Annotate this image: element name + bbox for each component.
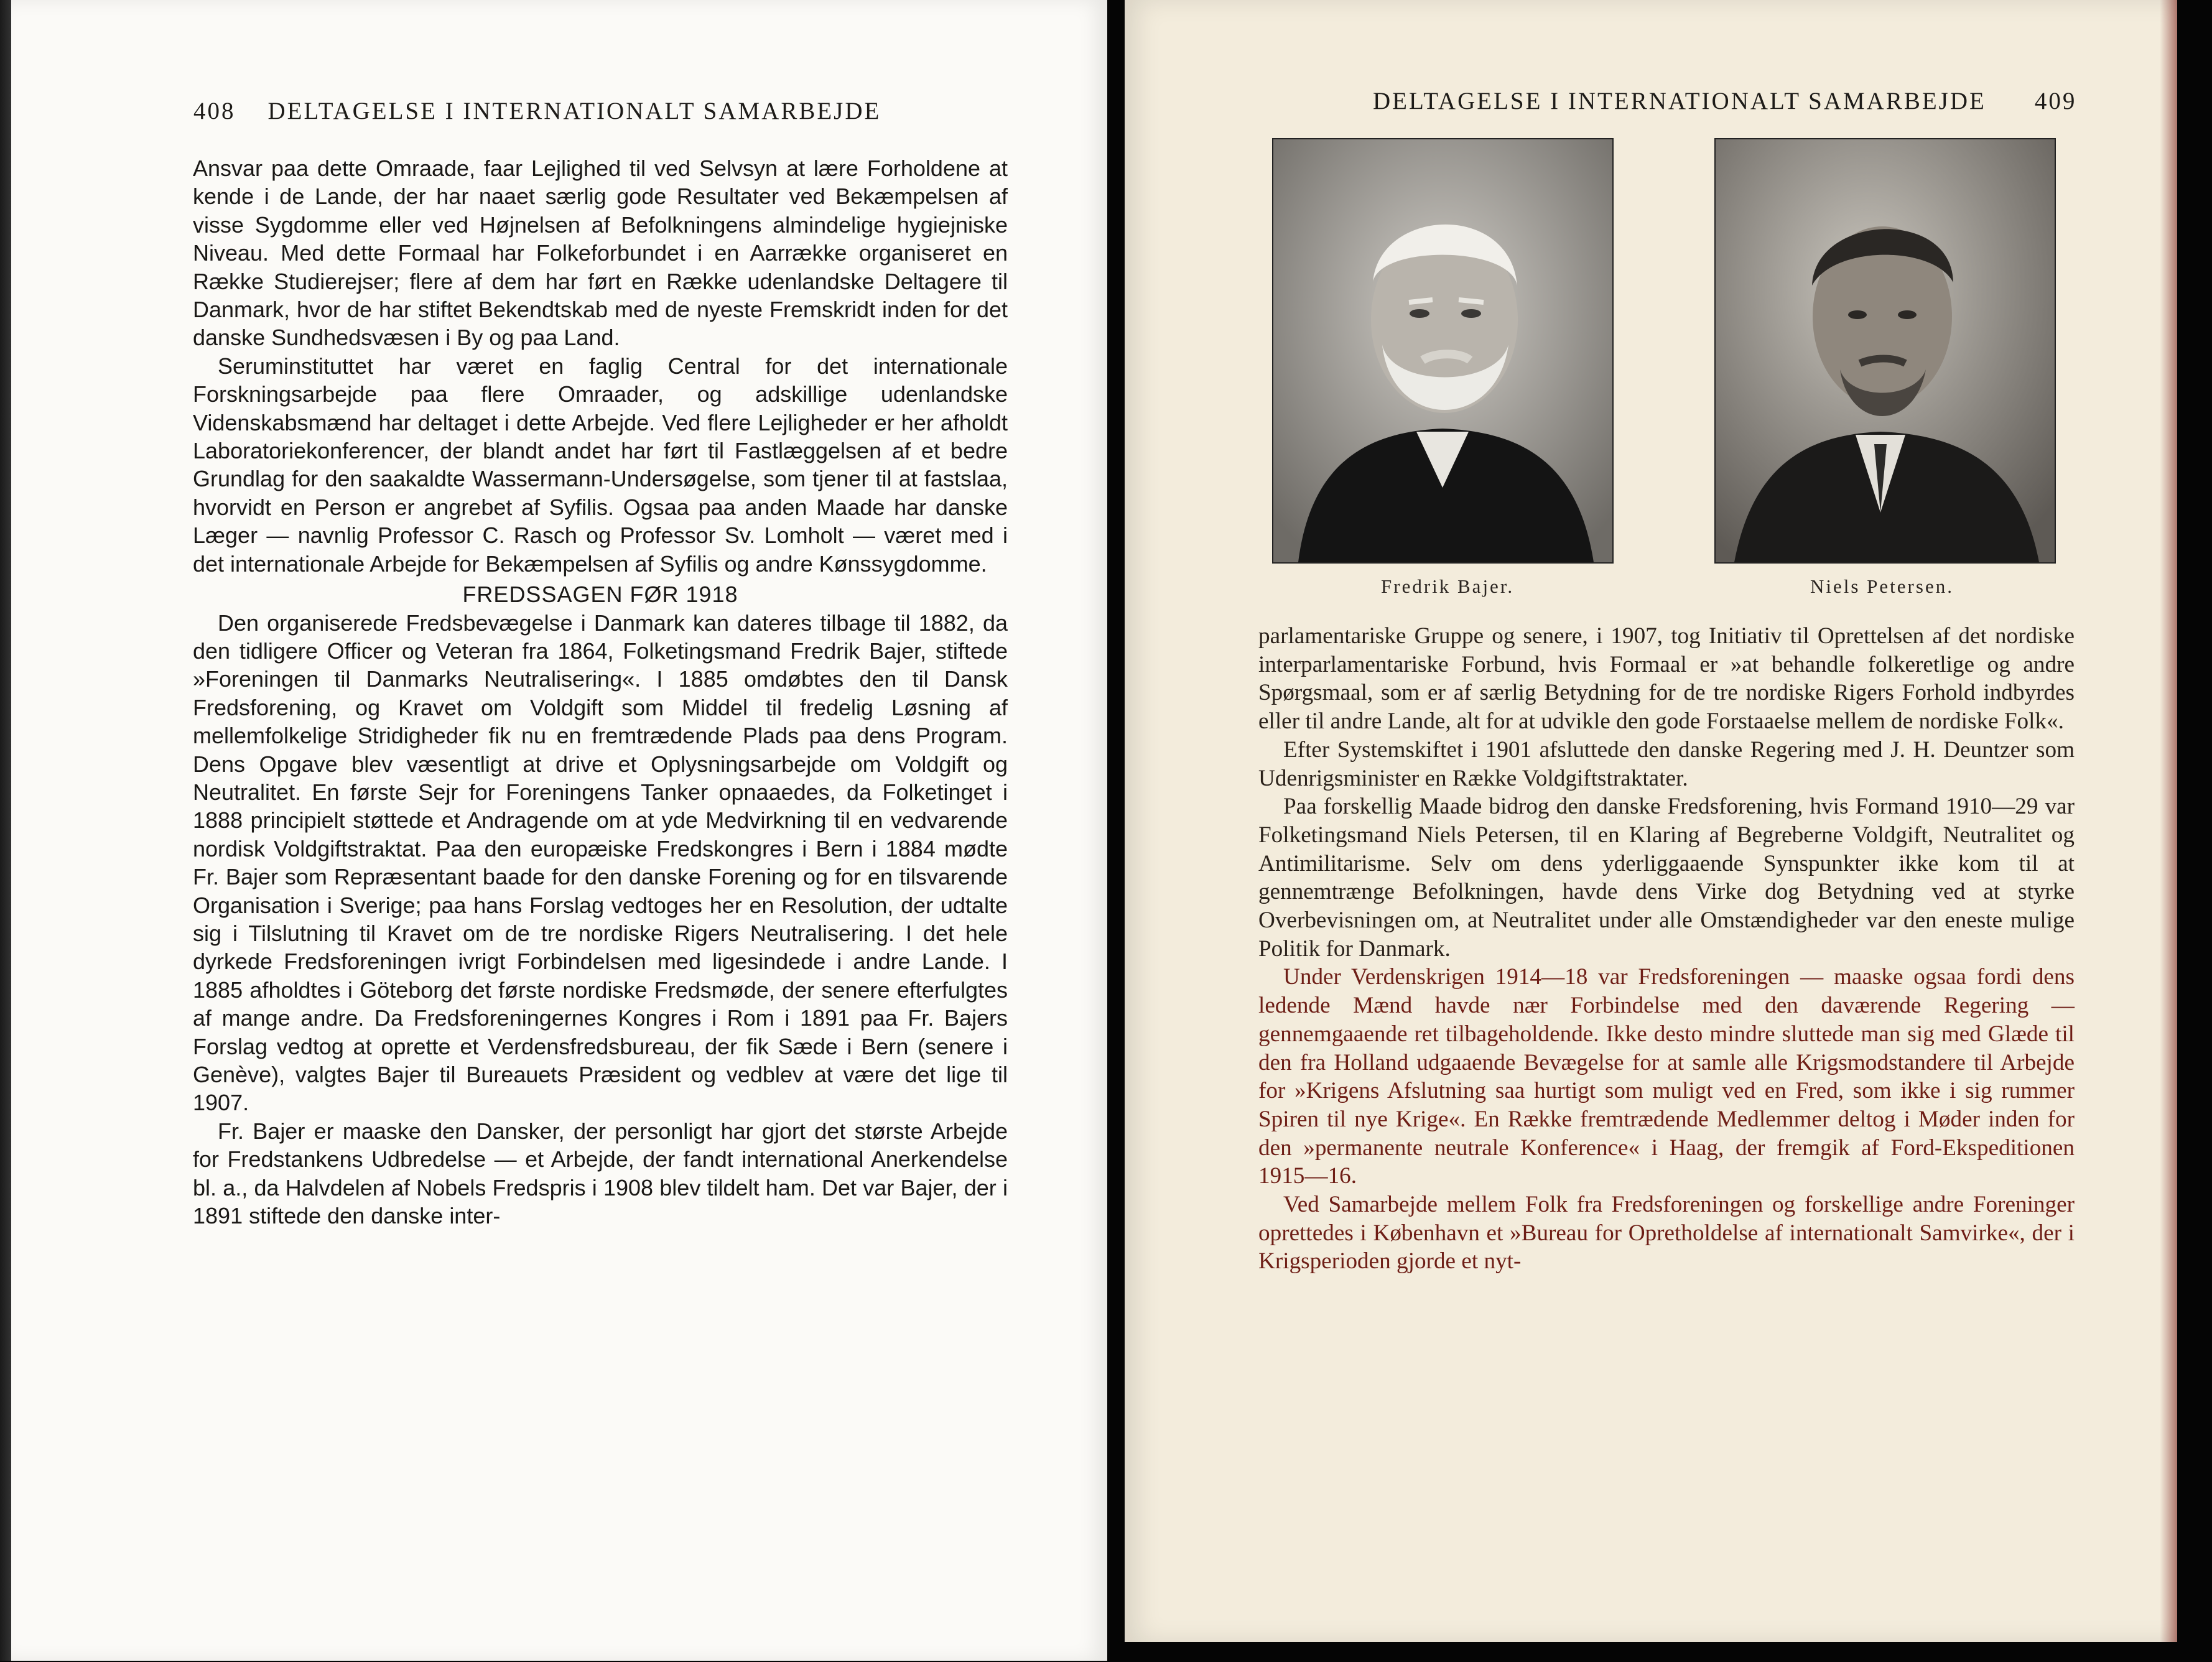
- left-paragraph-2: Seruminstituttet har været en faglig Central for det internationale Forskningsarbejde paa flere Omraader, og adskillige udenlandske Videnskabsmænd har deltaget i dette Arbejde. Ved flere Lejligheder er her afholdt Laboratoriekonferencer, der blandt andet har ført til Fastlæggelsen af et bedre Grundlag for den saakaldte Wassermann-Undersøgelse, som tjener til at fastslaa, hvorvidt en Person er angrebet af Syfilis. Ogsaa paa anden Maade har danske Læger — navnlig Professor C. Rasch og Professor Sv. Lomholt — været med i det internationale Arbejde for Bekæmpelsen af Syfilis og andre Kønssygdomme.: [193, 353, 1008, 577]
- left-body-text: [193, 154, 1008, 1230]
- left-paragraph-3: Den organiserede Fredsbevægelse i Danmark kan dateres tilbage til 1882, da den tidligere Officer og Veteran fra 1864, Folketingsmand Fredrik Bajer, stiftede »Foreningen til Danmarks Neutralisering«. I 1885 omdøbtes den til Dansk Fredsforening, og Kravet om Voldgift som Middel til fredelig Løsning af mellemfolkelige Stridigheder fik nu en fremtrædende Plads paa dens Program. Dens Opgave blev væsentligt at drive et Oplysningsarbejde om Voldgift og Neutralitet. En første Sejr for Foreningens Tanker opnaaedes, da Folketinget i 1888 principielt støttede et Andragende om at yde Medvirkning til en vedvarende nordisk Voldgiftstraktat. Paa den europæiske Fredskongres i Bern i 1884 mødte Fr. Bajer som Repræsentant baade for den danske Forening og for en tilsvarende Organisation i Sverige; paa hans Forslag vedtoges her en Resolution, der udtalte sig i Tilslutning til Kravet om de tre nordiske Rigers Neutralisering. I det hele dyrkede Fredsforeningen ivrigt Forbindelsen med ligesindede i andre Lande. I 1885 afholdtes i Göteborg det første nordiske Fredsmøde, der senere efterfulgtes af mange andre. Da Fredsforeningernes Kongres i Rom i 1891 paa Fr. Bajers Forslag vedtog at oprette et Verdensfredsbureau, der fik Sæde i Bern (senere i Genève), valgtes Bajer til Bureauets Præsident og vedblev at være det lige til 1907.: [193, 610, 1008, 1116]
- right-page-number: 409: [2034, 88, 2077, 114]
- caption-fredrik-bajer: Fredrik Bajer.: [1381, 575, 1515, 597]
- right-running-head-title: DELTAGELSE I INTERNATIONALT SAMARBEJDE: [1373, 88, 1986, 114]
- right-page: [1125, 0, 2177, 1642]
- right-paragraph-3: Paa forskellig Maade bidrog den danske Fredsforening, hvis Formand 1910—29 var Folketingsmand Niels Petersen, til en Klaring af Begreberne Voldgift, Neutralitet og Antimilitarisme. Selv om dens yderliggaaende Synspunkter ikke kom til at gennemtrænge Befolkningen, havde dens Virke dog Betydning ved at styrke Overbevisningen om, at Neutralitet under alle Omstændigheder var den eneste mulige Politik for Danmark.: [1258, 794, 2075, 962]
- left-paragraph-4: Fr. Bajer er maaske den Dansker, der personligt har gjort det største Arbejde for Fredstankens Udbredelse — et Arbejde, der fandt international Anerkendelse bl. a., da Halvdelen af Nobels Fredspris i 1908 blev tildelt ham. Det var Bajer, der i 1891 stiftede den danske inter-: [193, 1118, 1008, 1229]
- portrait-niels-petersen: [1714, 138, 2056, 564]
- left-running-head: [193, 97, 881, 125]
- right-paragraph-5: Ved Samarbejde mellem Folk fra Fredsforeningen og forskellige andre Foreninger oprettedes i København et »Bureau for Opretholdelse af internationalt Samvirke«, der i Krigsperioden gjorde et nyt-: [1258, 1192, 2075, 1274]
- right-body-text: [1258, 622, 2075, 1276]
- right-paragraph-4: Under Verdenskrigen 1914—18 var Fredsforeningen — maaske ogsaa fordi dens ledende Mænd havde nær Forbindelse med den daværende Regering — gennemgaaende ret tilbageholdende. Ikke desto mindre sluttede man sig med Glæde til den fra Holland udgaaende Bevægelse for at samle alle Krigsmodstandere til Arbejde for »Krigens Afslutning saa hurtigt som muligt ved en Fred, som ikke i sig rummer Spiren til nye Krige«. En Række fremtrædende Medlemmer deltog i Møder inden for den »permanente neutrale Konference« i Haag, der fremgik af Ford-Ekspeditionen 1915—16.: [1258, 964, 2075, 1189]
- right-paragraph-2: Efter Systemskiftet i 1901 afsluttede den danske Regering med J. H. Deuntzer som Udenrigsminister en Række Voldgiftstraktater.: [1258, 736, 2075, 791]
- right-running-head: [1373, 87, 2076, 115]
- portrait-fredrik-bajer: [1272, 138, 1614, 564]
- left-page-number: 408: [193, 98, 236, 124]
- left-page: [11, 0, 1107, 1661]
- left-paragraph-1: Ansvar paa dette Omraade, faar Lejlighed til ved Selvsyn at lære Forholdene at kende i de Lande, der har naaet særlig gode Resultater ved Bekæmpelsen af visse Sygdomme eller ved Højnelsen af Befolkningens almindelige hygiejniske Niveau. Med dette Formaal har Folkeforbundet i en Aarrække organiseret en Række Studierejser; flere af dem har ført en Række udenlandske Deltagere til Danmark, hvor de har stiftet Bekendtskab med de nyeste Fremskridt inden for det danske Sundhedsvæsen i By og paa Land.: [193, 156, 1008, 351]
- left-running-head-title: DELTAGELSE I INTERNATIONALT SAMARBEJDE: [267, 98, 881, 124]
- caption-niels-petersen: Niels Petersen.: [1810, 575, 1954, 597]
- section-heading: FREDSSAGEN FØR 1918: [462, 582, 738, 608]
- right-paragraph-1: parlamentariske Gruppe og senere, i 1907, tog Initiativ til Oprettelsen af det nordiske interparlamentariske Forbund, hvis Formaal er »at behandle folkeretlige og andre Spørgsmaal, som er af særlig Betydning for de tre nordiske Rigers Forhold indbyrdes eller til andre Lande, alt for at udvikle den gode Forstaaelse mellem de nordiske Folk«.: [1258, 623, 2075, 735]
